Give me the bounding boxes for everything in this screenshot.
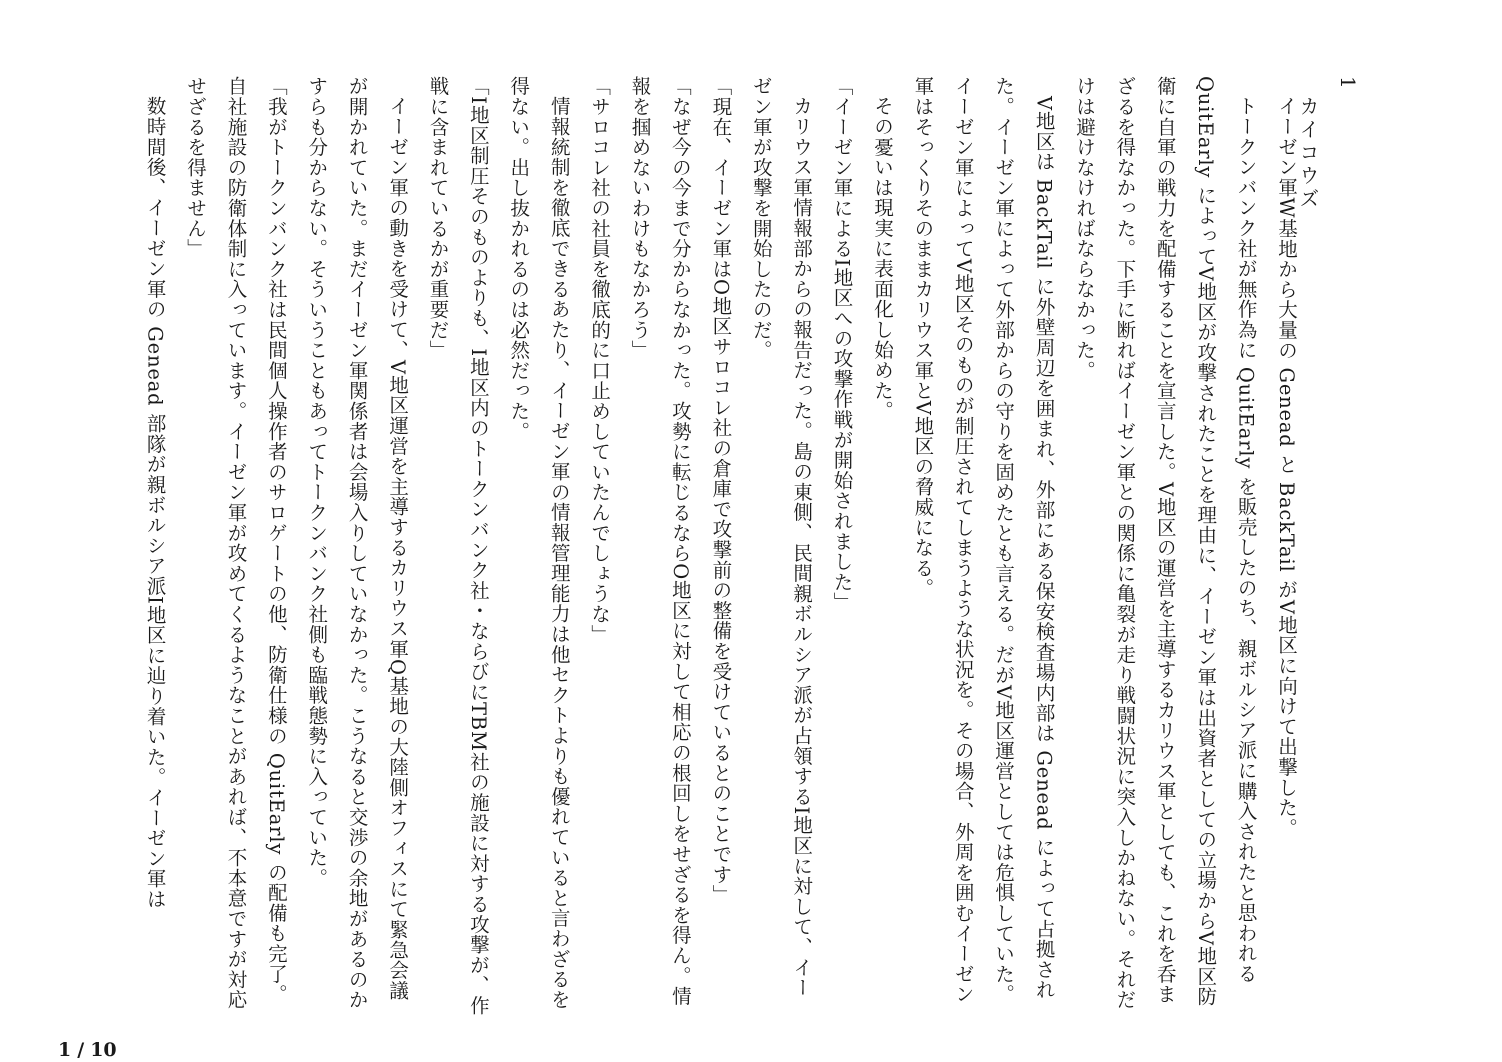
- page-total: 10: [90, 1039, 117, 1061]
- dialogue-paragraph: 「I地区制圧そのものよりも、I地区内のトークンバンク社・ならびにTBM社の施設に対する攻撃が、作戦に含まれているかが重要だ」: [426, 76, 490, 1016]
- paragraph: V地区は BackTail に外壁周辺を囲まれ、外部にある保安検査場内部は Genead によって占拠された。イーゼン軍によって外部からの守りを固めたとも言える。だがV地区運営としては危惧していた。イーゼン軍によってV地区そのものが制圧されてしまうような状況を。その場合、外周を囲むイーゼン軍はそっくりそのままカリウス軍とV地区の脅威になる。: [911, 76, 1056, 1005]
- paragraph: イーゼン軍の動きを受けて、V地区運営を主導するカリウス軍Q基地の大陸側オフィスにて緊急会議が開かれていた。まだイーゼン軍関係者は会場入りしていなかった。こうなると交渉の余地があるのかすらも分からない。そういうこともあってトークンバンク社側も臨戦態勢に入っていた。: [305, 76, 410, 1010]
- page-separator: /: [77, 1039, 85, 1061]
- page-number: [58, 1038, 117, 1062]
- dialogue-paragraph: 「なぜ今の今まで分からなかった。攻勢に転じるならO地区に対して相応の根回しをせざるを得ん。情報を掴めないわけもなかろう」: [628, 76, 692, 1007]
- paragraph: その憂いは現実に表面化し始めた。: [870, 95, 894, 421]
- paragraph: カリウス軍情報部からの報告だった。島の東側、民間親ボルシア派が占領するI地区に対して、イーゼン軍が攻撃を開始したのだ。: [749, 76, 814, 998]
- paragraph: 数時間後、イーゼン軍の Genead 部隊が親ボルシア派I地区に辿り着いた。イーゼン軍は: [143, 95, 167, 909]
- paragraph: 情報統制を徹底できるあたり、イーゼン軍の情報管理能力は他セクトよりも優れていると言わざるを得ない。出し抜かれるのは必然だった。: [507, 76, 571, 1009]
- paragraph: イーゼン軍W基地から大量の Genead と BackTail がV地区に向けて出撃した。: [1275, 95, 1298, 838]
- paragraph: トークンバンク社が無作為に QuitEarly を販売したのち、親ボルシア派に購入されたと思われる QuitEarly によってV地区が攻撃されたことを理由に、イーゼン軍は出資者としての立場からV地区防衛に自軍の戦力を配備することを宣言した。V地区の運営を主導するカリウス軍としても、これを呑まざるを得なかった。下手に断ればイーゼン軍との関係に亀裂が走り戦闘状況に突入しかねない。それだけは避けなければならなかった。: [1072, 76, 1258, 1010]
- page-current: 1: [58, 1039, 72, 1061]
- chapter-title: カイコウズ: [1296, 96, 1320, 211]
- dialogue-paragraph: 「現在、イーゼン軍はO地区サロコレ社の倉庫で攻撃前の整備を受けているとのことです」: [709, 76, 733, 905]
- dialogue-paragraph: 「サロコレ社の社員を徹底的に口止めしていたんでしょうな」: [588, 76, 612, 645]
- dialogue-paragraph: 「我がトークンバンク社は民間個人操作者のサロゲートの他、防衛仕様の QuitEarly の配備も完了。自社施設の防衛体制に入っています。イーゼン軍が攻めてくるようなことがあれば、不本意ですが対応せざるを得ません」: [184, 76, 288, 1010]
- body-text: [46, 76, 1306, 1016]
- dialogue-paragraph: 「イーゼン軍によるI地区への攻撃作戦が開始されました」: [830, 76, 854, 613]
- chapter-number: 1: [1336, 76, 1360, 92]
